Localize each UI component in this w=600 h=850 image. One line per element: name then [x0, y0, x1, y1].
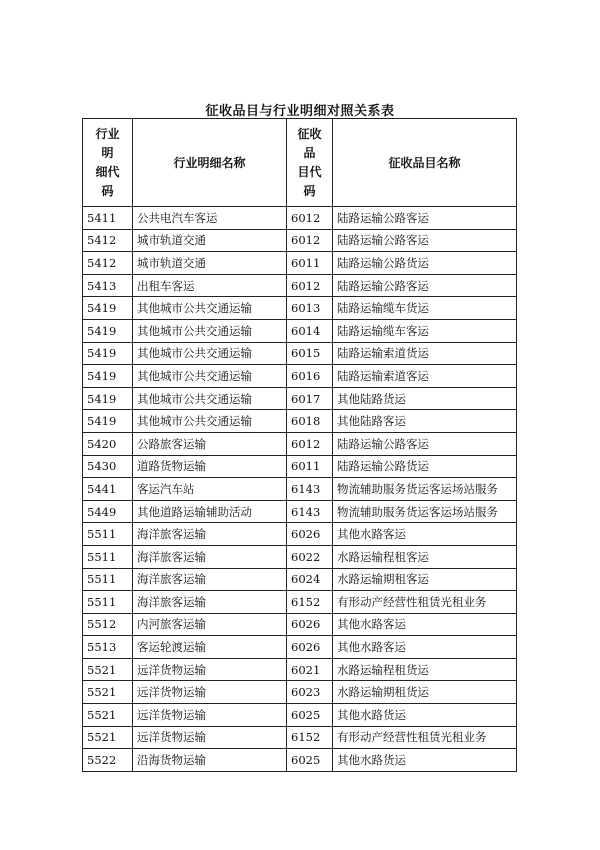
industry-name-cell: 客运汽车站 — [133, 478, 287, 501]
industry-name-cell: 远洋货物运输 — [133, 704, 287, 727]
header-industry-name: 行业明细名称 — [133, 119, 287, 207]
item-code-cell: 6024 — [287, 568, 333, 591]
item-code-cell: 6012 — [287, 207, 333, 230]
item-name-cell: 其他水路货运 — [333, 749, 517, 772]
item-code-cell: 6143 — [287, 500, 333, 523]
item-code-cell: 6013 — [287, 297, 333, 320]
table-row — [83, 274, 517, 297]
header-item-name: 征收品目名称 — [333, 119, 517, 207]
item-name-cell: 陆路运输索道货运 — [333, 342, 517, 365]
item-name-cell: 物流辅助服务货运客运场站服务 — [333, 478, 517, 501]
table-row — [83, 387, 517, 410]
item-name-cell: 陆路运输公路客运 — [333, 229, 517, 252]
item-name-cell: 其他水路客运 — [333, 613, 517, 636]
industry-code-cell: 5511 — [83, 591, 133, 614]
item-name-cell: 陆路运输缆车客运 — [333, 319, 517, 342]
item-code-cell: 6023 — [287, 681, 333, 704]
item-code-cell: 6018 — [287, 410, 333, 433]
table-row — [83, 297, 517, 320]
item-code-cell: 6026 — [287, 523, 333, 546]
table-row — [83, 319, 517, 342]
industry-name-cell: 远洋货物运输 — [133, 658, 287, 681]
item-name-cell: 物流辅助服务货运客运场站服务 — [333, 500, 517, 523]
table-row — [83, 365, 517, 388]
industry-name-cell: 其他城市公共交通运输 — [133, 297, 287, 320]
item-name-cell: 陆路运输索道客运 — [333, 365, 517, 388]
industry-name-cell: 海洋旅客运输 — [133, 568, 287, 591]
industry-code-cell: 5449 — [83, 500, 133, 523]
industry-name-cell: 其他城市公共交通运输 — [133, 410, 287, 433]
item-name-cell: 陆路运输缆车货运 — [333, 297, 517, 320]
item-code-cell: 6011 — [287, 455, 333, 478]
industry-code-cell: 5513 — [83, 636, 133, 659]
item-code-cell: 6012 — [287, 229, 333, 252]
industry-name-cell: 城市轨道交通 — [133, 229, 287, 252]
industry-name-cell: 远洋货物运输 — [133, 726, 287, 749]
header-row — [83, 119, 517, 207]
item-name-cell: 有形动产经营性租赁光租业务 — [333, 726, 517, 749]
item-code-cell: 6021 — [287, 658, 333, 681]
table-row — [83, 229, 517, 252]
table-row — [83, 455, 517, 478]
item-name-cell: 水路运输期租客运 — [333, 568, 517, 591]
table-row — [83, 704, 517, 727]
item-name-cell: 水路运输程租货运 — [333, 658, 517, 681]
industry-name-cell: 城市轨道交通 — [133, 252, 287, 275]
table-row — [83, 342, 517, 365]
item-name-cell: 陆路运输公路货运 — [333, 252, 517, 275]
item-code-cell: 6143 — [287, 478, 333, 501]
industry-name-cell: 其他城市公共交通运输 — [133, 319, 287, 342]
industry-name-cell: 公共电汽车客运 — [133, 207, 287, 230]
item-name-cell: 陆路运输公路客运 — [333, 207, 517, 230]
item-name-cell: 有形动产经营性租赁光租业务 — [333, 591, 517, 614]
industry-code-cell: 5511 — [83, 523, 133, 546]
table-row — [83, 591, 517, 614]
item-code-cell: 6026 — [287, 613, 333, 636]
item-code-cell: 6011 — [287, 252, 333, 275]
industry-code-cell: 5512 — [83, 613, 133, 636]
item-code-cell: 6152 — [287, 591, 333, 614]
industry-code-cell: 5419 — [83, 297, 133, 320]
industry-code-cell: 5430 — [83, 455, 133, 478]
item-name-cell: 水路运输期租货运 — [333, 681, 517, 704]
industry-name-cell: 公路旅客运输 — [133, 432, 287, 455]
item-code-cell: 6026 — [287, 636, 333, 659]
item-name-cell: 其他陆路货运 — [333, 387, 517, 410]
industry-name-cell: 内河旅客运输 — [133, 613, 287, 636]
industry-code-cell: 5412 — [83, 229, 133, 252]
table-row — [83, 523, 517, 546]
item-name-cell: 其他水路客运 — [333, 523, 517, 546]
header-industry-code: 行业 明 细代 码 — [83, 119, 133, 207]
item-name-cell: 陆路运输公路货运 — [333, 455, 517, 478]
table-row — [83, 478, 517, 501]
item-code-cell: 6152 — [287, 726, 333, 749]
industry-code-cell: 5441 — [83, 478, 133, 501]
header-item-code: 征收 品 目代 码 — [287, 119, 333, 207]
industry-name-cell: 道路货物运输 — [133, 455, 287, 478]
table-row — [83, 658, 517, 681]
item-name-cell: 水路运输程租客运 — [333, 545, 517, 568]
mapping-table — [82, 118, 517, 772]
table-row — [83, 636, 517, 659]
table-row — [83, 726, 517, 749]
industry-code-cell: 5511 — [83, 568, 133, 591]
item-code-cell: 6016 — [287, 365, 333, 388]
industry-code-cell: 5511 — [83, 545, 133, 568]
industry-code-cell: 5419 — [83, 410, 133, 433]
page-title: 征收品目与行业明细对照关系表 — [205, 104, 395, 119]
table-row — [83, 749, 517, 772]
table-row — [83, 207, 517, 230]
industry-name-cell: 其他道路运输辅助活动 — [133, 500, 287, 523]
table-header — [83, 119, 517, 207]
industry-name-cell: 客运轮渡运输 — [133, 636, 287, 659]
item-code-cell: 6022 — [287, 545, 333, 568]
industry-name-cell: 其他城市公共交通运输 — [133, 387, 287, 410]
industry-name-cell: 远洋货物运输 — [133, 681, 287, 704]
industry-code-cell: 5420 — [83, 432, 133, 455]
table-row — [83, 568, 517, 591]
industry-code-cell: 5521 — [83, 681, 133, 704]
industry-code-cell: 5412 — [83, 252, 133, 275]
item-name-cell: 其他陆路客运 — [333, 410, 517, 433]
table-row — [83, 681, 517, 704]
table-row — [83, 545, 517, 568]
industry-code-cell: 5521 — [83, 704, 133, 727]
item-code-cell: 6012 — [287, 432, 333, 455]
industry-code-cell: 5419 — [83, 387, 133, 410]
item-name-cell: 其他水路货运 — [333, 704, 517, 727]
table-row — [83, 252, 517, 275]
item-name-cell: 陆路运输公路客运 — [333, 432, 517, 455]
industry-name-cell: 海洋旅客运输 — [133, 523, 287, 546]
industry-code-cell: 5521 — [83, 658, 133, 681]
item-code-cell: 6014 — [287, 319, 333, 342]
industry-name-cell: 其他城市公共交通运输 — [133, 342, 287, 365]
item-code-cell: 6017 — [287, 387, 333, 410]
item-code-cell: 6015 — [287, 342, 333, 365]
industry-code-cell: 5419 — [83, 365, 133, 388]
industry-name-cell: 出租车客运 — [133, 274, 287, 297]
item-code-cell: 6012 — [287, 274, 333, 297]
industry-name-cell: 沿海货物运输 — [133, 749, 287, 772]
item-name-cell: 陆路运输公路客运 — [333, 274, 517, 297]
industry-code-cell: 5413 — [83, 274, 133, 297]
table-row — [83, 410, 517, 433]
industry-name-cell: 其他城市公共交通运输 — [133, 365, 287, 388]
table-row — [83, 432, 517, 455]
table-body — [83, 207, 517, 772]
table-row — [83, 613, 517, 636]
industry-code-cell: 5521 — [83, 726, 133, 749]
item-code-cell: 6025 — [287, 749, 333, 772]
industry-code-cell: 5522 — [83, 749, 133, 772]
industry-code-cell: 5419 — [83, 342, 133, 365]
industry-code-cell: 5411 — [83, 207, 133, 230]
item-name-cell: 其他水路客运 — [333, 636, 517, 659]
industry-code-cell: 5419 — [83, 319, 133, 342]
industry-name-cell: 海洋旅客运输 — [133, 591, 287, 614]
industry-name-cell: 海洋旅客运输 — [133, 545, 287, 568]
table-row — [83, 500, 517, 523]
item-code-cell: 6025 — [287, 704, 333, 727]
